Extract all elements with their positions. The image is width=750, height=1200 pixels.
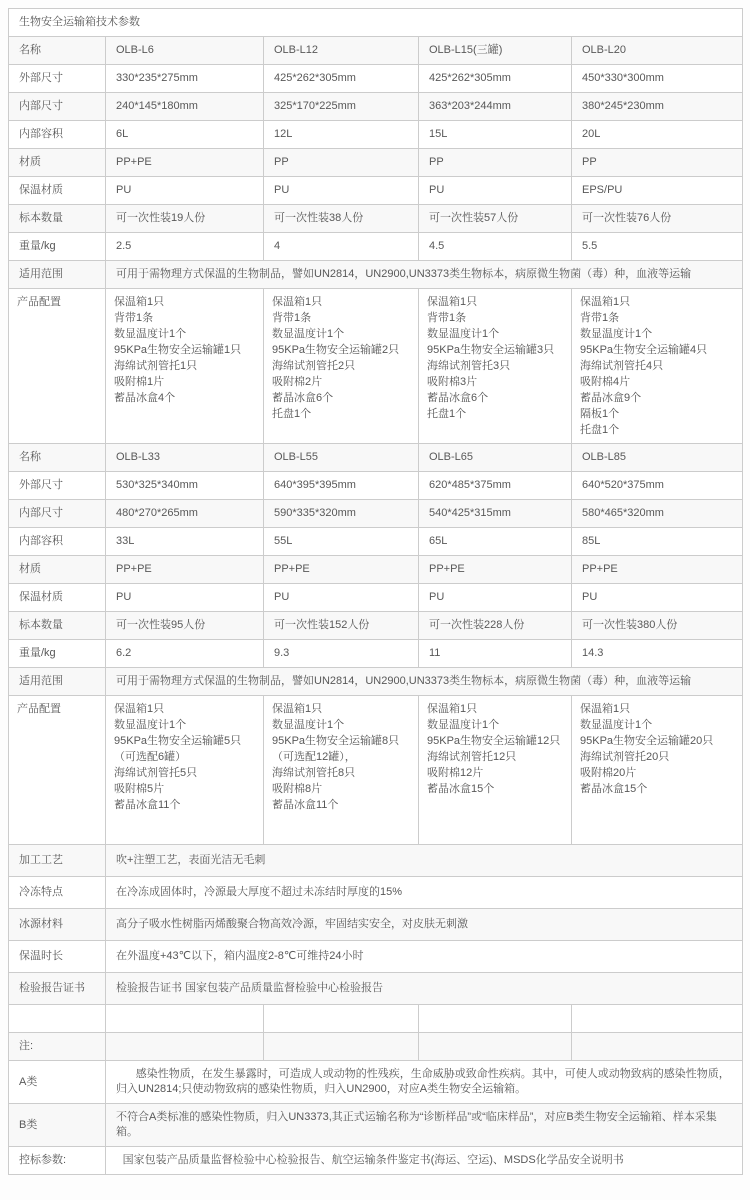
config-item: 海绵试剂管托20只 — [580, 751, 670, 763]
spec-value: 15L — [419, 121, 572, 149]
spec-value: 540*425*315mm — [419, 500, 572, 528]
product-config-list — [264, 289, 419, 444]
config-item: 吸附棉5片 — [114, 783, 165, 795]
note-row-label: 注: — [9, 1033, 106, 1061]
config-item: 吸附棉12片 — [427, 767, 484, 779]
product-config-list — [264, 696, 419, 845]
config-item: 保温箱1只 — [580, 296, 631, 308]
spec-value: 65L — [419, 528, 572, 556]
spec-value: 4.5 — [419, 233, 572, 261]
spec-value: 55L — [264, 528, 419, 556]
config-item: 蓄晶冰盒11个 — [114, 799, 181, 811]
class-a-value: 感染性物质，在发生暴露时，可造成人或动物的性残疾，生命威胁或致命性疾病。其中，可使人或动物致病的感染性物质，归入UN2814;只使动物致病的感染性物质，归入UN2900，对应A类生物安全运输箱。 — [106, 1061, 743, 1104]
table-row — [9, 149, 743, 177]
config-item: 数显温度计1个 — [114, 328, 187, 340]
spec-value: 可一次性装228人份 — [419, 612, 572, 640]
class-b-value: 不符合A类标准的感染性物质，归入UN3373,其正式运输名称为“诊断样品”或“临床样品”，对应B类生物安全运输箱、样本采集箱。 — [106, 1104, 743, 1147]
scope-value: 可用于需物理方式保温的生物制品，譬如UN2814，UN2900,UN3373类生物标本，病原微生物菌（毒）种，血液等运输 — [106, 261, 743, 289]
spec-value: 85L — [572, 528, 743, 556]
spec-value: 9.3 — [264, 640, 419, 668]
table-row — [9, 1033, 743, 1061]
spec-value: PP+PE — [419, 556, 572, 584]
row-label: 冷冻特点 — [9, 877, 106, 909]
config-item: 95KPa生物安全运输罐12只 — [427, 735, 561, 747]
row-label: 名称 — [9, 444, 106, 472]
config-item: 托盘1个 — [272, 408, 312, 420]
spec-value: 33L — [106, 528, 264, 556]
table-row — [9, 1104, 743, 1147]
config-item: 海绵试剂管托2只 — [272, 360, 356, 372]
row-label: 适用范围 — [9, 261, 106, 289]
table-row — [9, 528, 743, 556]
row-label: 内部容积 — [9, 528, 106, 556]
spec-value: PP — [264, 149, 419, 177]
config-item: 数显温度计1个 — [580, 719, 653, 731]
spec-value: 480*270*265mm — [106, 500, 264, 528]
row-label: 冰源材料 — [9, 909, 106, 941]
config-item: 95KPa生物安全运输罐20只 — [580, 735, 714, 747]
row-label: 外部尺寸 — [9, 472, 106, 500]
config-item: 保温箱1只 — [272, 296, 323, 308]
empty-cell — [419, 1033, 572, 1061]
row-label: 重量/kg — [9, 640, 106, 668]
spec-value: 6L — [106, 121, 264, 149]
table-row — [9, 37, 743, 65]
row-label: 产品配置 — [9, 696, 106, 845]
config-item: 保温箱1只 — [427, 296, 478, 308]
spec-value: 2.5 — [106, 233, 264, 261]
spec-value: 11 — [419, 640, 572, 668]
spec-value: 450*330*300mm — [572, 65, 743, 93]
product-config-list — [572, 289, 743, 444]
spec-value: 可一次性装76人份 — [572, 205, 743, 233]
row-label: 加工工艺 — [9, 845, 106, 877]
spec-value: 380*245*230mm — [572, 93, 743, 121]
spec-value: 可一次性装19人份 — [106, 205, 264, 233]
spec-value: 640*520*375mm — [572, 472, 743, 500]
config-item: 海绵试剂管托1只 — [114, 360, 198, 372]
row-label: 外部尺寸 — [9, 65, 106, 93]
table-row — [9, 1147, 743, 1175]
spec-value: OLB-L33 — [106, 444, 264, 472]
spec-value: PU — [419, 584, 572, 612]
config-item: 数显温度计1个 — [114, 719, 187, 731]
row-label: 内部尺寸 — [9, 500, 106, 528]
config-item: 蓄晶冰盒11个 — [272, 799, 339, 811]
table-row — [9, 65, 743, 93]
spec-value: OLB-L20 — [572, 37, 743, 65]
config-item: 海绵试剂管托8只 — [272, 767, 356, 779]
title-row — [9, 9, 743, 37]
spec-value: 640*395*395mm — [264, 472, 419, 500]
spec-value: 可一次性装95人份 — [106, 612, 264, 640]
spec-value: 可一次性装57人份 — [419, 205, 572, 233]
table-row — [9, 556, 743, 584]
spec-value: 590*335*320mm — [264, 500, 419, 528]
spec-value: 425*262*305mm — [419, 65, 572, 93]
footer-value: 高分子吸水性树脂丙烯酸聚合物高效冷源，牢固结实安全，对皮肤无刺激 — [106, 909, 743, 941]
footer-value: 在冷冻成固体时，冷源最大厚度不超过未冻结时厚度的15% — [106, 877, 743, 909]
row-label: 保温材质 — [9, 177, 106, 205]
config-item: 保温箱1只 — [580, 703, 631, 715]
row-label: 保温时长 — [9, 941, 106, 973]
footer-value: 在外温度+43℃以下，箱内温度2-8℃可维持24小时 — [106, 941, 743, 973]
config-item: 95KPa生物安全运输罐8只（可选配12罐）， — [272, 735, 400, 763]
spec-value: 可一次性装152人份 — [264, 612, 419, 640]
table-row — [9, 444, 743, 472]
spec-value: 20L — [572, 121, 743, 149]
spec-value: OLB-L15(三罐) — [419, 37, 572, 65]
config-item: 海绵试剂管托12只 — [427, 751, 517, 763]
row-label: 控标参数: — [9, 1147, 106, 1175]
table-row — [9, 177, 743, 205]
row-label: 适用范围 — [9, 668, 106, 696]
table-row — [9, 845, 743, 877]
table-row — [9, 93, 743, 121]
product-config-list — [419, 696, 572, 845]
table-row — [9, 1061, 743, 1104]
config-item: 95KPa生物安全运输罐3只 — [427, 344, 555, 356]
spec-value: 14.3 — [572, 640, 743, 668]
empty-cell — [572, 1005, 743, 1033]
config-item: 保温箱1只 — [427, 703, 478, 715]
product-config-list — [419, 289, 572, 444]
row-label: 名称 — [9, 37, 106, 65]
config-item: 保温箱1只 — [114, 296, 165, 308]
spec-value: 4 — [264, 233, 419, 261]
config-item: 吸附棉20片 — [580, 767, 637, 779]
product-config-list — [106, 696, 264, 845]
table-row — [9, 612, 743, 640]
spec-value: 可一次性装38人份 — [264, 205, 419, 233]
config-item: 数显温度计1个 — [427, 328, 500, 340]
row-label: 标本数量 — [9, 205, 106, 233]
table-row — [9, 500, 743, 528]
config-item: 95KPa生物安全运输罐1只 — [114, 344, 242, 356]
empty-cell — [419, 1005, 572, 1033]
product-config-list — [106, 289, 264, 444]
config-item: 数显温度计1个 — [272, 328, 345, 340]
table-row — [9, 973, 743, 1005]
table-row — [9, 696, 743, 845]
table-row — [9, 205, 743, 233]
empty-cell — [106, 1033, 264, 1061]
spec-value: 530*325*340mm — [106, 472, 264, 500]
spec-value: PU — [572, 584, 743, 612]
spec-value: 6.2 — [106, 640, 264, 668]
config-item: 蓄晶冰盒6个 — [272, 392, 334, 404]
spec-value: 5.5 — [572, 233, 743, 261]
spec-value: 可一次性装380人份 — [572, 612, 743, 640]
spec-value: PP — [419, 149, 572, 177]
table-row — [9, 121, 743, 149]
config-item: 吸附棉8片 — [272, 783, 323, 795]
spec-value: 12L — [264, 121, 419, 149]
row-label: 标本数量 — [9, 612, 106, 640]
empty-cell — [572, 1033, 743, 1061]
table-row — [9, 233, 743, 261]
config-item: 海绵试剂管托5只 — [114, 767, 198, 779]
config-item: 海绵试剂管托3只 — [427, 360, 511, 372]
empty-row-label — [9, 1005, 106, 1033]
spec-value: PP+PE — [264, 556, 419, 584]
row-label: 材质 — [9, 149, 106, 177]
spec-value: 620*485*375mm — [419, 472, 572, 500]
table-row — [9, 289, 743, 444]
row-label: 检验报告证书 — [9, 973, 106, 1005]
config-item: 保温箱1只 — [272, 703, 323, 715]
scope-value: 可用于需物理方式保温的生物制品，譬如UN2814，UN2900,UN3373类生物标本，病原微生物菌（毒）种，血液等运输 — [106, 668, 743, 696]
spec-value: PP+PE — [106, 556, 264, 584]
spec-value: OLB-L85 — [572, 444, 743, 472]
spec-value: 325*170*225mm — [264, 93, 419, 121]
table-row — [9, 909, 743, 941]
control-params-value: 国家包装产品质量监督检验中心检验报告、航空运输条件鉴定书(海运、空运)、MSDS化学品安全说明书 — [106, 1147, 743, 1175]
footer-value: 检验报告证书 国家包装产品质量监督检验中心检验报告 — [106, 973, 743, 1005]
config-item: 吸附棉2片 — [272, 376, 323, 388]
empty-cell — [264, 1033, 419, 1061]
spec-value: PU — [264, 584, 419, 612]
table-row — [9, 584, 743, 612]
spec-value: 580*465*320mm — [572, 500, 743, 528]
config-item: 数显温度计1个 — [272, 719, 345, 731]
spec-value: 363*203*244mm — [419, 93, 572, 121]
row-label: 重量/kg — [9, 233, 106, 261]
spec-value: OLB-L65 — [419, 444, 572, 472]
config-item: 背带1条 — [272, 312, 312, 324]
config-item: 背带1条 — [580, 312, 620, 324]
config-item: 吸附棉3片 — [427, 376, 478, 388]
spec-value: 330*235*275mm — [106, 65, 264, 93]
table-row — [9, 668, 743, 696]
table-row — [9, 261, 743, 289]
row-label: 内部容积 — [9, 121, 106, 149]
product-config-list — [572, 696, 743, 845]
spec-value: PU — [419, 177, 572, 205]
row-label: 内部尺寸 — [9, 93, 106, 121]
empty-cell — [264, 1005, 419, 1033]
spec-value: EPS/PU — [572, 177, 743, 205]
spec-value: PU — [106, 584, 264, 612]
table-row — [9, 877, 743, 909]
spec-value: PP — [572, 149, 743, 177]
table-title: 生物安全运输箱技术参数 — [9, 9, 743, 37]
spec-value: OLB-L12 — [264, 37, 419, 65]
config-item: 托盘1个 — [580, 424, 620, 436]
spec-value: PP+PE — [572, 556, 743, 584]
config-item: 蓄晶冰盒6个 — [427, 392, 489, 404]
row-label: 保温材质 — [9, 584, 106, 612]
table-row — [9, 941, 743, 973]
config-item: 蓄晶冰盒15个 — [427, 783, 495, 795]
spec-value: PU — [264, 177, 419, 205]
spec-value: OLB-L6 — [106, 37, 264, 65]
spec-value: PU — [106, 177, 264, 205]
table-row — [9, 640, 743, 668]
config-item: 海绵试剂管托4只 — [580, 360, 664, 372]
config-item: 保温箱1只 — [114, 703, 165, 715]
config-item: 背带1条 — [427, 312, 467, 324]
row-label: 材质 — [9, 556, 106, 584]
spec-value: 425*262*305mm — [264, 65, 419, 93]
row-label: A类 — [9, 1061, 106, 1104]
row-label: 产品配置 — [9, 289, 106, 444]
config-item: 背带1条 — [114, 312, 154, 324]
config-item: 数显温度计1个 — [580, 328, 653, 340]
config-item: 数显温度计1个 — [427, 719, 500, 731]
config-item: 隔板1个 — [580, 408, 620, 420]
spec-value: OLB-L55 — [264, 444, 419, 472]
config-item: 95KPa生物安全运输罐4只 — [580, 344, 708, 356]
config-item: 95KPa生物安全运输罐2只 — [272, 344, 400, 356]
spec-table — [8, 8, 743, 1175]
config-item: 吸附棉4片 — [580, 376, 631, 388]
config-item: 吸附棉1片 — [114, 376, 165, 388]
table-row — [9, 472, 743, 500]
config-item: 95KPa生物安全运输罐5只（可选配6罐） — [114, 735, 242, 763]
spec-value: 240*145*180mm — [106, 93, 264, 121]
table-row — [9, 1005, 743, 1033]
config-item: 蓄晶冰盒4个 — [114, 392, 176, 404]
empty-cell — [106, 1005, 264, 1033]
config-item: 托盘1个 — [427, 408, 467, 420]
config-item: 蓄晶冰盒15个 — [580, 783, 648, 795]
spec-value: PP+PE — [106, 149, 264, 177]
row-label: B类 — [9, 1104, 106, 1147]
config-item: 蓄晶冰盒9个 — [580, 392, 642, 404]
footer-value: 吹+注塑工艺，表面光洁无毛刺 — [106, 845, 743, 877]
